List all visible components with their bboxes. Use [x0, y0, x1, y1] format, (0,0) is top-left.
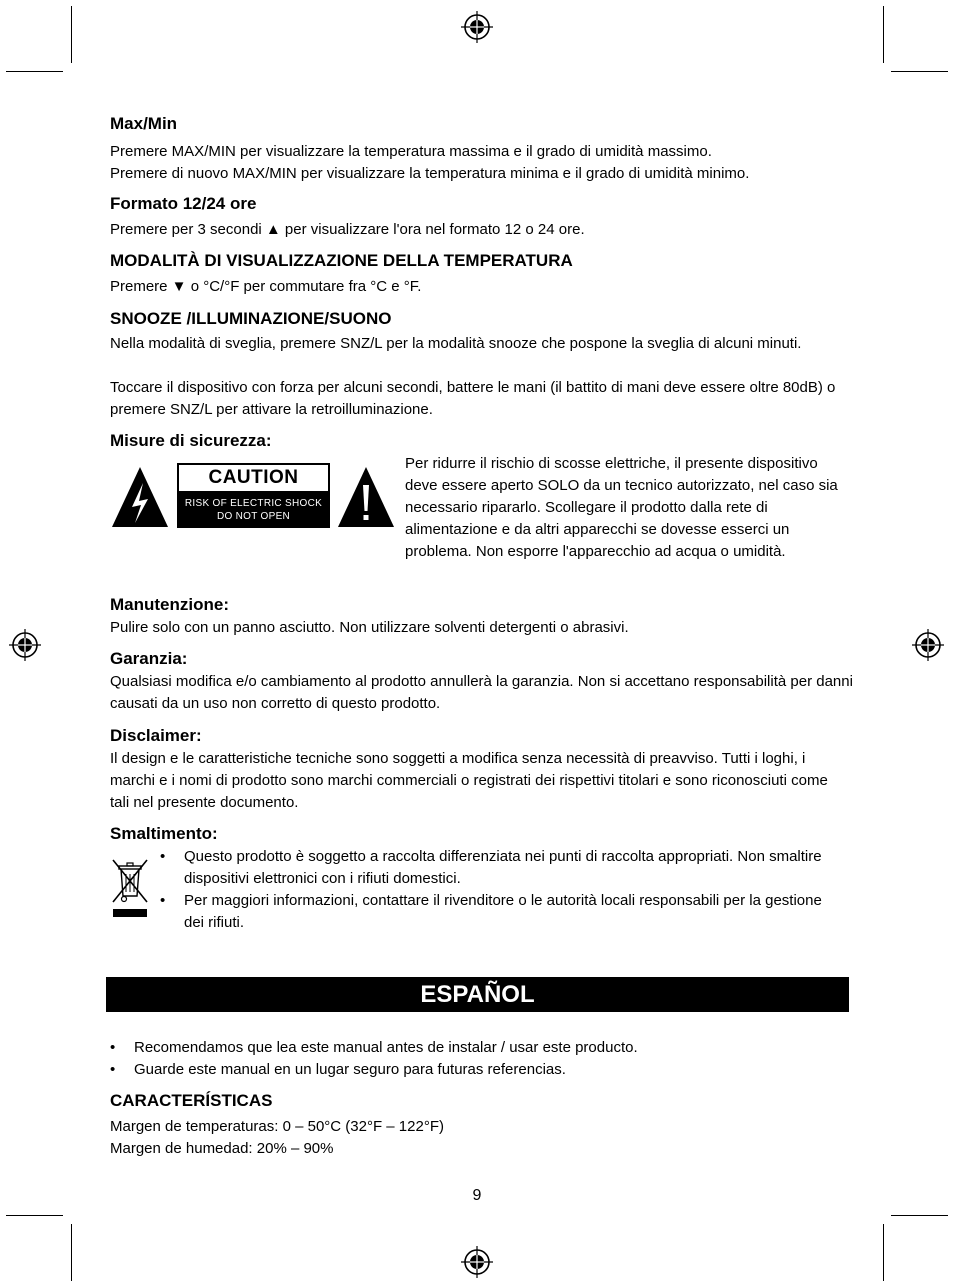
crop-mark-br-h: [891, 1215, 948, 1216]
tempmode-text: Premere ▼ o °C/°F per commutare fra °C e °F.: [110, 278, 422, 295]
features-line2: Margen de humedad: 20% – 90%: [110, 1140, 334, 1157]
maxmin-line1: Premere MAX/MIN per visualizzare la temperatura massima e il grado di umidità massimo.: [110, 143, 712, 160]
section-banner: ESPAÑOL: [106, 977, 849, 1012]
safety-text: Per ridurre il rischio di scosse elettriche, il presente dispositivo deve essere aperto SOLO da un tecnico autorizzato, nel caso sia necessario ripararlo. Scollegare il prodotto dalla rete di alimentazione e da altri apparecchi se dovesse esserci un problema. Non esporre l'apparecchio ad acqua o umidità.: [405, 455, 838, 560]
format-heading: Formato 12/24 ore: [110, 194, 257, 213]
disclaimer-text: Il design e le caratteristiche tecniche sono soggetti a modifica senza necessità di preavviso. Tutti i loghi, i marchi e i nomi di prodotto sono marchi commerciali o registrati dei rispettivi titolari e sono riconosciuti come tali nel presente documento.: [110, 750, 828, 811]
warranty-text: Qualsiasi modifica e/o cambiamento al prodotto annullerà la garanzia. Non si accettano responsabilità per danni causati da un uso non corretto di questo prodotto.: [110, 673, 853, 712]
registration-mark-icon: [460, 10, 494, 44]
features-line1: Margen de temperaturas: 0 – 50°C (32°F – 122°F): [110, 1118, 444, 1135]
caution-line1: RISK OF ELECTRIC SHOCK: [184, 498, 323, 509]
espanol-intro-list: [110, 1037, 850, 1081]
snooze-para1: Nella modalità di sveglia, premere SNZ/L per la modalità snooze che pospone la sveglia di alcuni minuti.: [110, 335, 802, 352]
maxmin-line2: Premere di nuovo MAX/MIN per visualizzare la temperatura minima e il grado di umidità minimo.: [110, 165, 750, 182]
crop-mark-tl-v: [71, 6, 72, 63]
crop-mark-br-v: [883, 1224, 884, 1281]
list-item: • Per maggiori informazioni, contattare il rivenditore o le autorità locali responsabili per la gestione dei rifiuti.: [160, 890, 840, 934]
page-number: 9: [472, 1187, 482, 1204]
exclamation-warning-icon: [336, 465, 396, 529]
maintenance-text: Pulire solo con un panno asciutto. Non utilizzare solventi detergenti o abrasivi.: [110, 619, 629, 636]
crop-mark-tl-h: [6, 71, 63, 72]
list-item: • Guarde este manual en un lugar seguro para futuras referencias.: [110, 1059, 850, 1081]
format-text: Premere per 3 secondi ▲ per visualizzare l'ora nel formato 12 o 24 ore.: [110, 221, 585, 238]
caution-title: CAUTION: [179, 465, 328, 491]
crop-mark-bl-h: [6, 1215, 63, 1216]
list-item: • Recomendamos que lea este manual antes de instalar / usar este producto.: [110, 1037, 850, 1059]
list-item: • Questo prodotto è soggetto a raccolta differenziata nei punti di raccolta appropriati. Non smaltire dispositivi elettronici con i rifiuti domestici.: [160, 846, 840, 890]
warranty-heading: Garanzia:: [110, 649, 188, 668]
caution-label: [177, 463, 330, 528]
registration-mark-icon: [460, 1245, 494, 1279]
crop-mark-tr-v: [883, 6, 884, 63]
disclaimer-heading: Disclaimer:: [110, 726, 202, 745]
registration-mark-icon: [911, 628, 945, 662]
crossed-bin-icon: [110, 856, 150, 920]
crop-mark-tr-h: [891, 71, 948, 72]
tempmode-heading: MODALITÀ DI VISUALIZZAZIONE DELLA TEMPERATURA: [110, 251, 573, 270]
disposal-heading: Smaltimento:: [110, 824, 218, 843]
maxmin-heading: Max/Min: [110, 114, 178, 133]
safety-heading: Misure di sicurezza:: [110, 431, 272, 450]
snooze-heading: SNOOZE /ILLUMINAZIONE/SUONO: [110, 309, 392, 328]
registration-mark-icon: [8, 628, 42, 662]
features-heading: CARACTERÍSTICAS: [110, 1091, 273, 1110]
caution-line2: DO NOT OPEN: [216, 511, 291, 522]
maintenance-heading: Manutenzione:: [110, 595, 229, 614]
electric-shock-warning-icon: [110, 465, 170, 529]
disposal-list: [160, 846, 840, 934]
crop-mark-bl-v: [71, 1224, 72, 1281]
snooze-para2: Toccare il dispositivo con forza per alcuni secondi, battere le mani (il battito di mani deve essere oltre 80dB) o premere SNZ/L per attivare la retroilluminazione.: [110, 379, 836, 418]
